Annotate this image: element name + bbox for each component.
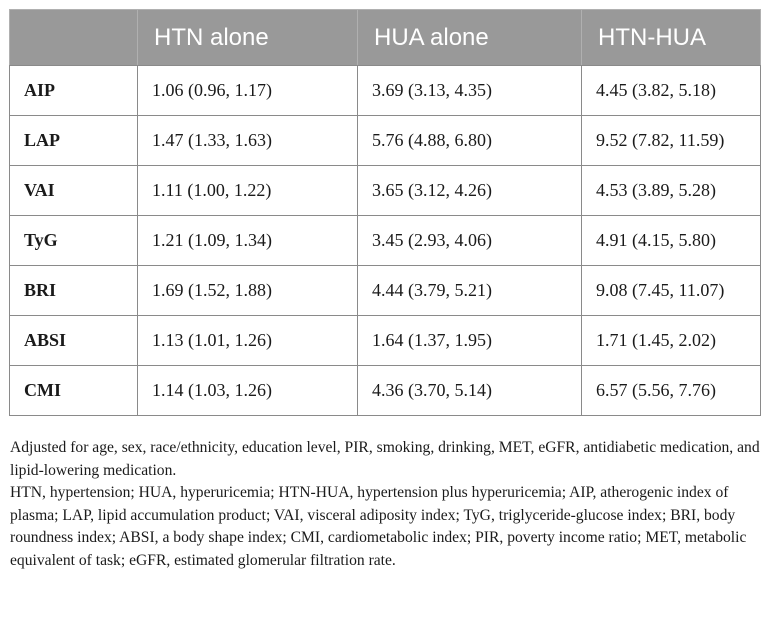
results-table — [9, 9, 761, 416]
row-label-bri: BRI — [10, 266, 138, 316]
table-cell: 1.71 (1.45, 2.02) — [582, 316, 761, 366]
results-table-container — [9, 9, 760, 416]
row-label-cmi: CMI — [10, 366, 138, 416]
header-cell-hua-alone: HUA alone — [358, 10, 582, 66]
table-cell: 4.36 (3.70, 5.14) — [358, 366, 582, 416]
table-row — [10, 166, 761, 216]
table-cell: 5.76 (4.88, 6.80) — [358, 116, 582, 166]
table-row — [10, 66, 761, 116]
table-row — [10, 366, 761, 416]
table-row — [10, 316, 761, 366]
table-footnotes — [10, 437, 762, 573]
table-header — [10, 10, 761, 66]
row-label-vai: VAI — [10, 166, 138, 216]
table-cell: 1.14 (1.03, 1.26) — [138, 366, 358, 416]
row-label-absi: ABSI — [10, 316, 138, 366]
table-cell: 1.47 (1.33, 1.63) — [138, 116, 358, 166]
table-cell: 4.44 (3.79, 5.21) — [358, 266, 582, 316]
table-cell: 4.53 (3.89, 5.28) — [582, 166, 761, 216]
table-body — [10, 66, 761, 416]
header-cell-htn-hua: HTN-HUA — [582, 10, 761, 66]
table-cell: 1.06 (0.96, 1.17) — [138, 66, 358, 116]
table-cell: 1.21 (1.09, 1.34) — [138, 216, 358, 266]
table-cell: 4.45 (3.82, 5.18) — [582, 66, 761, 116]
table-cell: 1.69 (1.52, 1.88) — [138, 266, 358, 316]
table-cell: 1.11 (1.00, 1.22) — [138, 166, 358, 216]
table-cell: 3.69 (3.13, 4.35) — [358, 66, 582, 116]
table-cell: 9.08 (7.45, 11.07) — [582, 266, 761, 316]
row-label-tyg: TyG — [10, 216, 138, 266]
header-row — [10, 10, 761, 66]
row-label-aip: AIP — [10, 66, 138, 116]
table-cell: 3.65 (3.12, 4.26) — [358, 166, 582, 216]
table-cell: 6.57 (5.56, 7.76) — [582, 366, 761, 416]
table-row — [10, 116, 761, 166]
table-row — [10, 216, 761, 266]
table-cell: 1.13 (1.01, 1.26) — [138, 316, 358, 366]
adjustment-note: Adjusted for age, sex, race/ethnicity, education level, PIR, smoking, drinking, MET, eGFR, antidiabetic medication, and lipid-lowering medication. — [10, 439, 760, 479]
table-cell: 4.91 (4.15, 5.80) — [582, 216, 761, 266]
table-cell: 9.52 (7.82, 11.59) — [582, 116, 761, 166]
table-row — [10, 266, 761, 316]
row-label-lap: LAP — [10, 116, 138, 166]
table-cell: 1.64 (1.37, 1.95) — [358, 316, 582, 366]
header-cell-htn-alone: HTN alone — [138, 10, 358, 66]
header-cell-empty — [10, 10, 138, 66]
table-cell: 3.45 (2.93, 4.06) — [358, 216, 582, 266]
abbreviations-note: HTN, hypertension; HUA, hyperuricemia; HTN-HUA, hypertension plus hyperuricemia; AIP, atherogenic index of plasma; LAP, lipid accumulation product; VAI, visceral adiposity index; TyG, triglyceride-glucose index; BRI, body roundness index; ABSI, a body shape index; CMI, cardiometabolic index; PIR, poverty income ratio; MET, metabolic equivalent of task; eGFR, estimated glomerular filtration rate. — [10, 484, 747, 569]
